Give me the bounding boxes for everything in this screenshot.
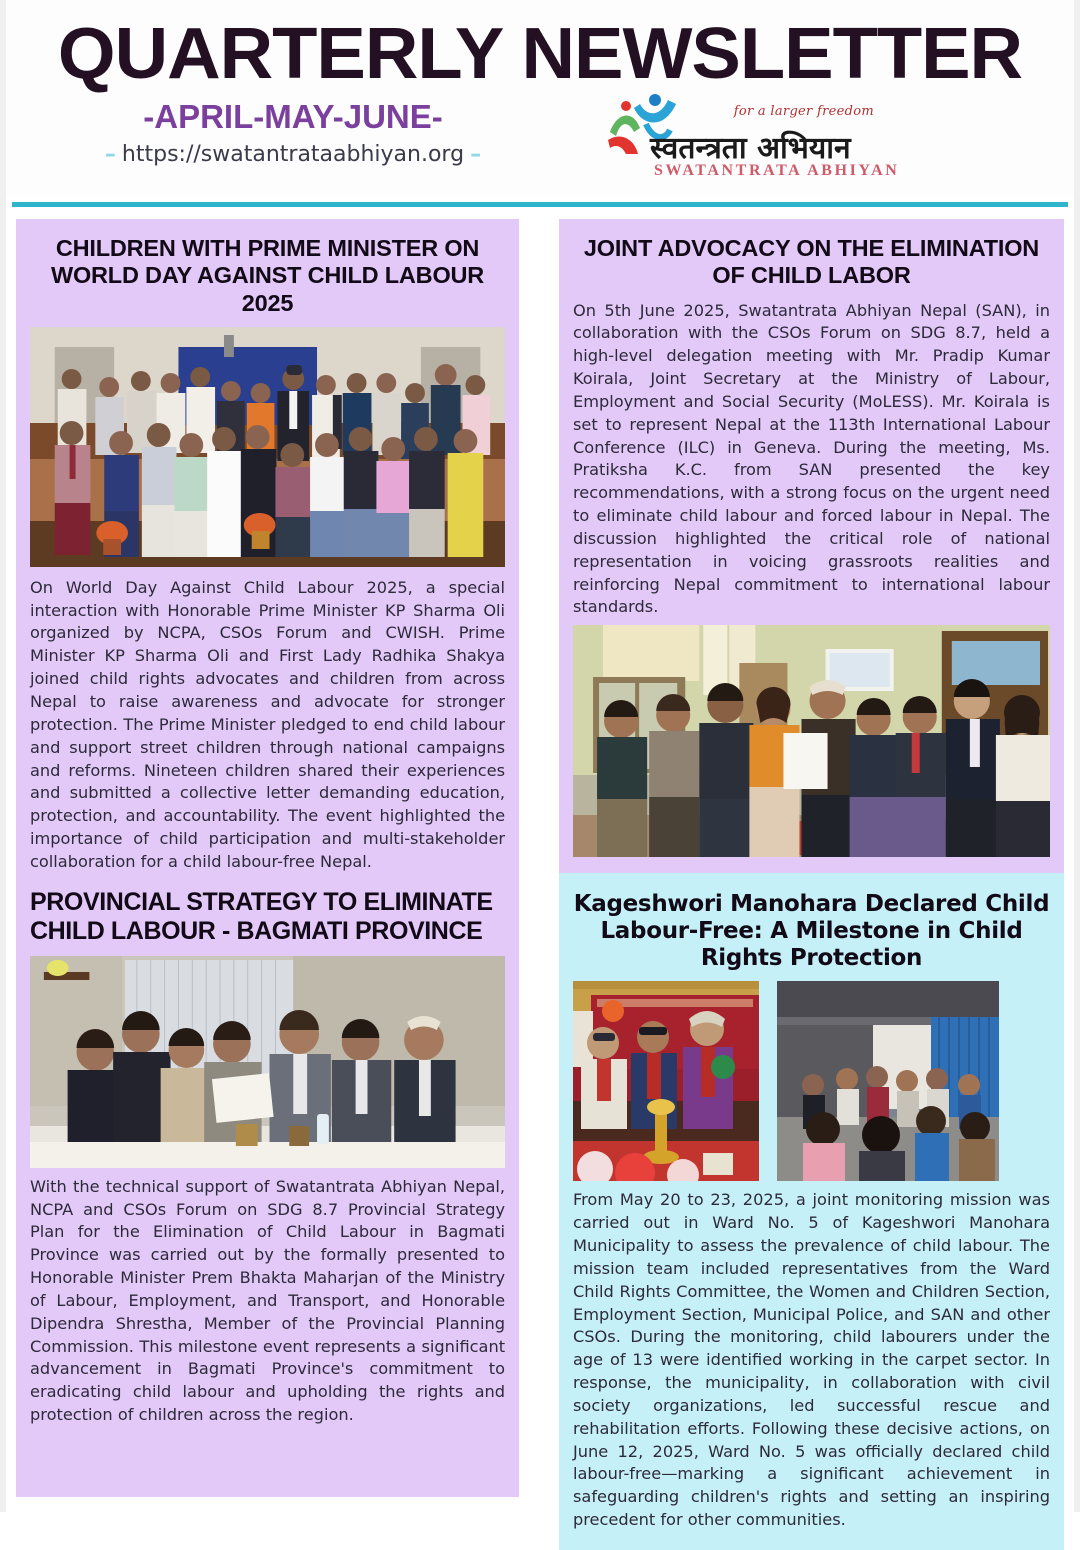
column-gutter	[519, 219, 559, 1497]
photo-lamp-lighting	[573, 981, 759, 1181]
masthead-lower	[6, 98, 1074, 188]
organization-logo	[598, 92, 900, 188]
dash-left-icon: –	[104, 142, 116, 167]
photo-pair-kageshwori	[573, 981, 1050, 1181]
left-article-2-body: With the technical support of Swatantrata Abhiyan Nepal, NCPA and CSOs Forum on SDG 8.7 Provincial Strategy Plan for the Elimination of Child Labour in Bagmati Province was carried out by the formally presented to Honorable Minister Prem Bhakta Maharjan of the Ministry of Labour, Employment, and Transport, and Honorable Dipendra Shrestha, Member of the Provincial Planning Commission. This milestone event represents a significant advancement in Bagmati Province's commitment to eradicating child labour and upholding the rights and protection of children across the region.	[30, 1176, 506, 1425]
right-column	[559, 219, 1064, 1530]
logo-roman-name: SWATANTRATA ABHIYAN	[654, 162, 900, 179]
masthead	[6, 0, 1074, 196]
left-article-1-headline: CHILDREN WITH PRIME MINISTER ON WORLD DAY AGAINST CHILD LABOUR 2025	[50, 235, 485, 316]
photo-monitoring-visit	[777, 981, 999, 1181]
right-article-2-headline: Kageshwori Manohara Declared Child Labour-Free: A Milestone in Child Rights Protection	[573, 891, 1050, 971]
content-columns	[6, 207, 1074, 1530]
page-title: QUARTERLY NEWSLETTER	[57, 14, 1023, 94]
right-article-1-panel	[559, 219, 1064, 873]
photo-delegation-meeting	[573, 625, 1050, 857]
left-article-2-headline: PROVINCIAL STRATEGY TO ELIMINATE CHILD LABOUR - BAGMATI PROVINCE	[30, 887, 493, 945]
website-url[interactable]: https://swatantrataabhiyan.org	[121, 142, 465, 167]
logo-tagline: for a larger freedom	[733, 104, 874, 119]
right-article-2-body: From May 20 to 23, 2025, a joint monitoring mission was carried out in Ward No. 5 of Kageshwori Manohara Municipality to assess the prevalence of child labour. The mission team included representatives from the Ward Child Rights Committee, the Women and Children Section, Employment Section, Municipal Police, and SAN and other CSOs. During the monitoring, child labourers under the age of 13 were identified working in the carpet sector. In response, the municipality, in collaboration with civil society organizations, led successful rescue and rehabilitation efforts. Following these decisive actions, on June 12, 2025, Ward No. 5 was officially declared child labour-free—marking a significant achievement in safeguarding children's rights and setting an inspiring precedent for other communities.	[572, 1190, 1050, 1530]
masthead-left	[58, 98, 528, 167]
logo-devanagari-name: स्वतन्त्रता अभियान	[650, 131, 851, 166]
right-article-1-body: On 5th June 2025, Swatantrata Abhiyan Nepal (SAN), in collaboration with the CSOs Forum on SDG 8.7, held a high-level delegation meeting with Mr. Pradip Kumar Koirala, Joint Secretary at the Ministry of Labour, Employment and Social Security (MoLESS). Mr. Koirala is set to represent Nepal at the 113th International Labour Conference (ILC) in Geneva. During the meeting, Ms. Pratiksha K.C. from SAN presented the key recommendations, with a strong focus on the urgent need to eliminate child labour and forced labour in Nepal. The discussion highlighted the critical role of national representation in voicing grassroots realities and reinforcing Nepal commitment to international labour standards.	[572, 300, 1050, 617]
photo-strategy-handover	[30, 956, 505, 1168]
right-article-1-headline: JOINT ADVOCACY ON THE ELIMINATION OF CHILD LABOR	[583, 235, 1040, 289]
left-article-1-body: On World Day Against Child Labour 2025, a special interaction with Honorable Prime Minister KP Sharma Oli organized by NCPA, CSOs Forum and CWISH. Prime Minister KP Sharma Oli and First Lady Radhika Shakya joined child rights advocates and children from across Nepal to raise awareness and advocate for stronger protection. The Prime Minister pledged to end child labour and support street children through national campaigns and reforms. Nineteen children shared their experiences and submitted a collective letter demanding education, protection, and accountability. The event highlighted the importance of child participation and multi-stakeholder collaboration for a child labour-free Nepal.	[30, 577, 506, 871]
website-row	[58, 142, 528, 167]
dash-right-icon: –	[470, 142, 482, 167]
issue-dates: -APRIL-MAY-JUNE-	[143, 98, 443, 135]
logo-mark	[598, 92, 900, 188]
photo-children-with-pm	[30, 327, 505, 567]
right-article-2-panel	[559, 873, 1064, 1550]
left-column	[16, 219, 519, 1497]
